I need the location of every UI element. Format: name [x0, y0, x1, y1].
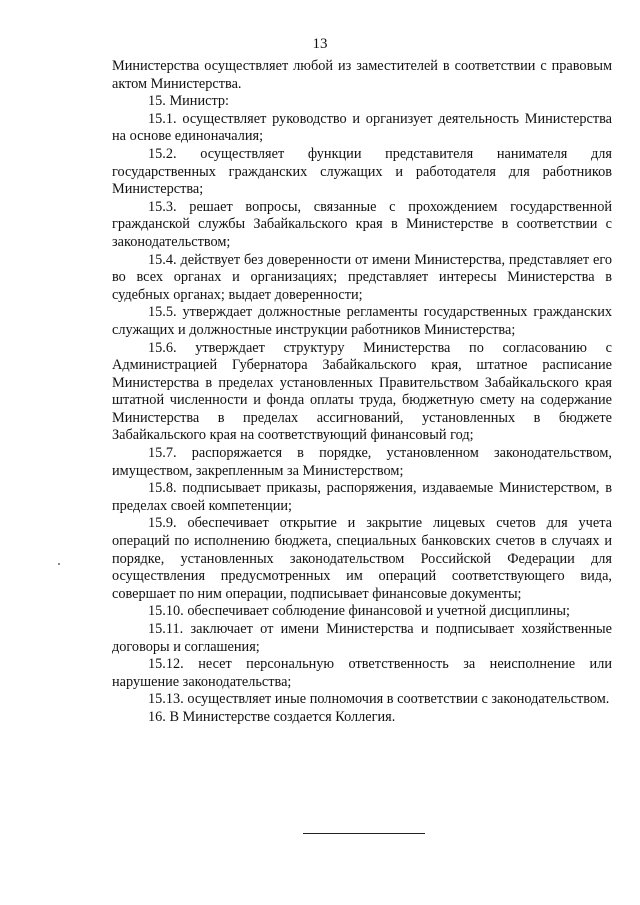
paragraph-15-2: 15.2. осуществляет функции представителя нанимателя для государственных гражданских служащих и работодателя для работников Министерства; — [112, 145, 612, 198]
page-number: 13 — [312, 36, 328, 52]
paragraph-15-13: 15.13. осуществляет иные полномочия в соответствии с законодательством. — [148, 691, 610, 708]
paragraph-15-11: 15.11. заключает от имени Министерства и подписывает хозяйственные договоры и соглашения; — [112, 621, 612, 655]
paragraph-15-1: 15.1. осуществляет руководство и организует деятельность Министерства на основе единоначалия; — [112, 110, 612, 145]
paragraph-15-4: 15.4. действует без доверенности от имени Министерства, представляет его во всех органах и организациях; представляет интересы Министерства в судебных органах; выдает доверенности; — [112, 251, 612, 303]
paragraph-16: 16. В Министерстве создается Коллегия. — [148, 708, 396, 725]
end-divider-line — [303, 833, 425, 834]
paragraph-15-3: 15.3. решает вопросы, связанные с прохождением государственной гражданской службы Забайкальского края в Министерстве в соответствии с законодательством; — [112, 198, 612, 250]
paragraph-15-9: 15.9. обеспечивает открытие и закрытие лицевых счетов для учета операций по исполнению бюджета, специальных банковских счетов в случаях и порядке, установленных законодательством Российской Федерации для осуществления предусмотренных им операций соответствующего вида, совершает по ним операции, подписывает финансовые документы; — [112, 515, 612, 602]
document-body — [112, 58, 612, 727]
paragraph-15-8: 15.8. подписывает приказы, распоряжения, издаваемые Министерством, в пределах своей компетенции; — [112, 480, 612, 514]
paragraph-15-7: 15.7. распоряжается в порядке, установленном законодательством, имуществом, закрепленным за Министерством; — [112, 445, 612, 479]
scan-speck — [58, 563, 60, 565]
paragraph-15-5: 15.5. утверждает должностные регламенты государственных гражданских служащих и должностные инструкции работников Министерства; — [112, 304, 612, 338]
paragraph-15-6: 15.6. утверждает структуру Министерства по согласованию с Администрацией Губернатора Забайкальского края, штатное расписание Министерства в пределах установленных Правительством Забайкальского края штатной численности и фонда оплаты труда, бюджетную смету на содержание Министерства в пределах ассигнований, установленных в бюджете Забайкальского края на соответствующий финансовый год; — [112, 339, 612, 444]
paragraph-15-12: 15.12. несет персональную ответственность за неисполнение или нарушение законодательства; — [112, 656, 612, 690]
paragraph-continuation: Министерства осуществляет любой из заместителей в соответствии с правовым актом Министерства. — [112, 58, 612, 92]
paragraph-15: 15. Министр: — [148, 93, 229, 110]
paragraph-15-10: 15.10. обеспечивает соблюдение финансовой и учетной дисциплины; — [148, 603, 571, 620]
